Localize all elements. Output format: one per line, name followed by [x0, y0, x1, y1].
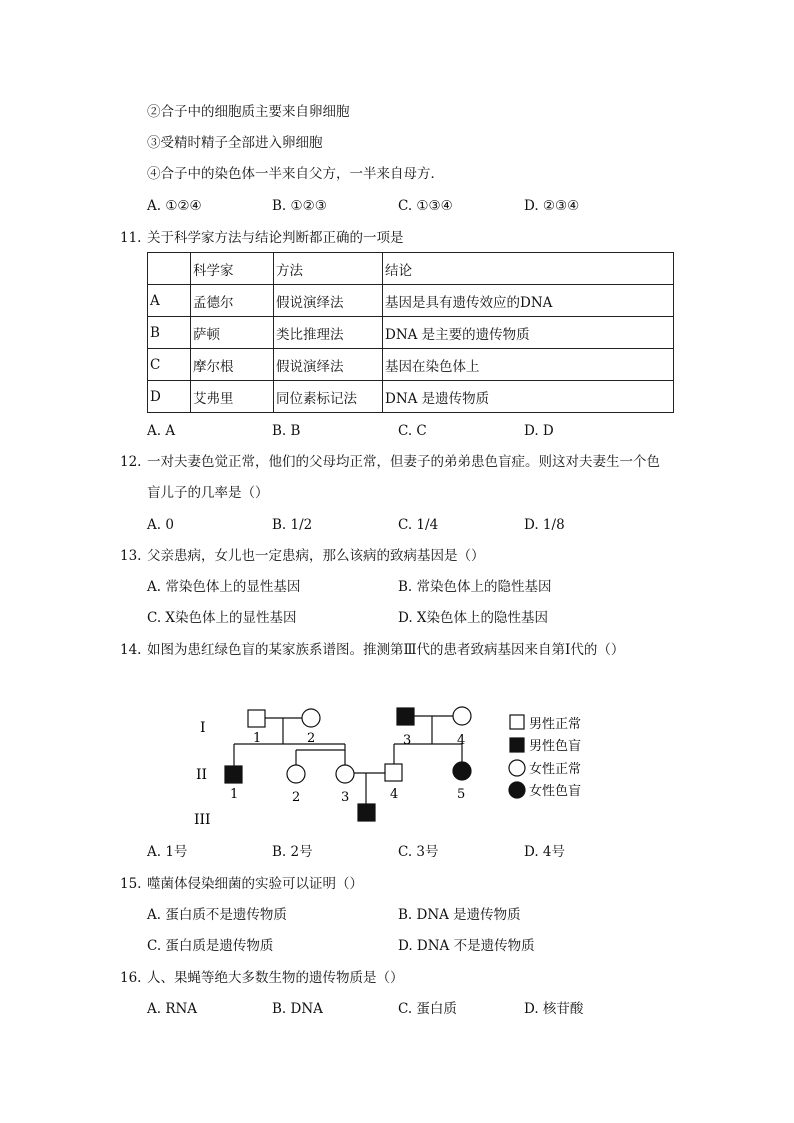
q16-option-a[interactable]: A. RNA [147, 1001, 198, 1017]
q16-option-b[interactable]: B. DNA [272, 1001, 323, 1017]
q12-stem-line1: 一对夫妻色觉正常，他们的父母均正常，但妻子的弟弟患色盲症。则这对夫妻生一个色 [147, 454, 660, 470]
statement-4: ④合子中的染色体一半来自父方，一半来自母方． [147, 166, 444, 182]
q11-option-c[interactable]: C. C [398, 423, 427, 439]
legend-male-affected-icon [510, 738, 524, 752]
q11-number: 11. [120, 230, 142, 246]
q13-option-c[interactable]: C. X染色体上的显性基因 [147, 610, 297, 626]
gen2-number-1: 1 [230, 787, 239, 802]
q12-stem-line2: 盲儿子的几率是（） [147, 485, 269, 501]
q13-option-b[interactable]: B. 常染色体上的隐性基因 [398, 579, 552, 595]
q12-number: 12. [120, 454, 142, 470]
table-cell: 孟德尔 [191, 285, 274, 317]
q14-option-c[interactable]: C. 3号 [398, 844, 439, 860]
table-header-cell [148, 253, 191, 285]
table-header-cell: 科学家 [191, 253, 274, 285]
q11-stem: 关于科学家方法与结论判断都正确的一项是 [147, 230, 404, 246]
table-cell: 摩尔根 [191, 349, 274, 381]
statement-2: ②合子中的细胞质主要来自卵细胞 [147, 104, 350, 120]
gen2-number-2: 2 [292, 790, 301, 805]
gen2-female-3-normal [336, 765, 354, 783]
q15-option-a[interactable]: A. 蛋白质不是遗传物质 [147, 907, 287, 923]
gen1-number-2: 2 [307, 731, 316, 746]
legend-male-affected-label: 男性色盲 [529, 739, 582, 754]
table-row [148, 349, 674, 381]
q15-option-c[interactable]: C. 蛋白质是遗传物质 [147, 938, 274, 954]
q16-number: 16. [120, 970, 142, 986]
q11-option-d[interactable]: D. D [524, 423, 554, 439]
q15-option-d[interactable]: D. DNA 不是遗传物质 [398, 938, 535, 954]
gen1-number-1: 1 [253, 731, 262, 746]
table-row [148, 317, 674, 349]
q14-stem: 如图为患红绿色盲的某家族系谱图。推测第Ⅲ代的患者致病基因来自第Ⅰ代的（） [147, 642, 625, 658]
q14-option-a[interactable]: A. 1号 [147, 844, 188, 860]
q14-option-d[interactable]: D. 4号 [524, 844, 566, 860]
table-cell: 基因在染色体上 [383, 349, 674, 381]
table-cell: A [148, 285, 191, 317]
table-cell: 萨顿 [191, 317, 274, 349]
gen2-female-2-normal [287, 765, 305, 783]
q14-number: 14. [120, 642, 142, 658]
q12-option-d[interactable]: D. 1/8 [524, 517, 565, 533]
q11-option-b[interactable]: B. B [272, 423, 301, 439]
table-cell: 艾弗里 [191, 381, 274, 413]
q13-number: 13. [120, 548, 142, 564]
q13-option-d[interactable]: D. X染色体上的隐性基因 [398, 610, 549, 626]
table-cell: B [148, 317, 191, 349]
q11-option-a[interactable]: A. A [147, 423, 176, 439]
legend-female-normal-icon [509, 760, 525, 776]
table-header-row [148, 253, 674, 285]
gen2-number-4: 4 [390, 787, 399, 802]
gen1-male-1-normal [248, 710, 265, 727]
table-cell: 假说演绎法 [274, 349, 383, 381]
table-cell: 假说演绎法 [274, 285, 383, 317]
table-cell: DNA 是遗传物质 [383, 381, 674, 413]
gen1-female-2-normal [302, 709, 320, 727]
table-header-cell: 结论 [383, 253, 674, 285]
q10-option-d[interactable]: D. ②③④ [524, 198, 580, 214]
table-header-cell: 方法 [274, 253, 383, 285]
gen2-male-1-affected [225, 766, 242, 783]
q16-option-d[interactable]: D. 核苷酸 [524, 1001, 584, 1017]
legend-male-normal-label: 男性正常 [529, 717, 582, 732]
q15-number: 15. [120, 876, 142, 892]
gen-label-i: I [200, 720, 206, 736]
legend-female-affected-icon [509, 782, 525, 798]
table-row [148, 381, 674, 413]
q16-stem: 人、果蝇等绝大多数生物的遗传物质是（） [147, 970, 404, 986]
q15-stem: 噬菌体侵染细菌的实验可以证明（） [147, 876, 363, 892]
q10-option-b[interactable]: B. ①②③ [272, 198, 327, 214]
gen1-female-4-normal [453, 707, 471, 725]
gen-label-ii: II [196, 767, 208, 783]
gen2-male-4-normal [385, 764, 402, 781]
gen-label-iii: III [194, 812, 211, 828]
q16-option-c[interactable]: C. 蛋白质 [398, 1001, 457, 1017]
q10-option-c[interactable]: C. ①③④ [398, 198, 453, 214]
gen2-female-5-affected [453, 762, 471, 780]
table-cell: DNA 是主要的遗传物质 [383, 317, 674, 349]
legend-male-normal-icon [510, 715, 524, 729]
legend-female-normal-label: 女性正常 [529, 762, 582, 777]
scientist-table [147, 252, 674, 413]
table-cell: C [148, 349, 191, 381]
table-row [148, 285, 674, 317]
q13-stem: 父亲患病，女儿也一定患病，那么该病的致病基因是（） [147, 548, 485, 564]
gen1-number-4: 4 [457, 733, 466, 748]
statement-3: ③受精时精子全部进入卵细胞 [147, 135, 323, 151]
table-cell: 基因是具有遗传效应的DNA [383, 285, 674, 317]
gen1-number-3: 3 [403, 733, 412, 748]
q13-option-a[interactable]: A. 常染色体上的显性基因 [147, 579, 301, 595]
q12-option-b[interactable]: B. 1/2 [272, 517, 313, 533]
legend-female-affected-label: 女性色盲 [529, 784, 582, 799]
q14-option-b[interactable]: B. 2号 [272, 844, 313, 860]
pedigree-diagram [190, 700, 600, 830]
q12-option-a[interactable]: A. 0 [147, 517, 174, 533]
gen3-male-affected [358, 804, 375, 821]
table-cell: 类比推理法 [274, 317, 383, 349]
gen2-number-5: 5 [457, 787, 466, 802]
gen2-number-3: 3 [341, 790, 350, 805]
q10-option-a[interactable]: A. ①②④ [147, 198, 202, 214]
q12-option-c[interactable]: C. 1/4 [398, 517, 439, 533]
table-cell: 同位素标记法 [274, 381, 383, 413]
q15-option-b[interactable]: B. DNA 是遗传物质 [398, 907, 521, 923]
gen1-male-3-affected [397, 708, 414, 725]
table-cell: D [148, 381, 191, 413]
